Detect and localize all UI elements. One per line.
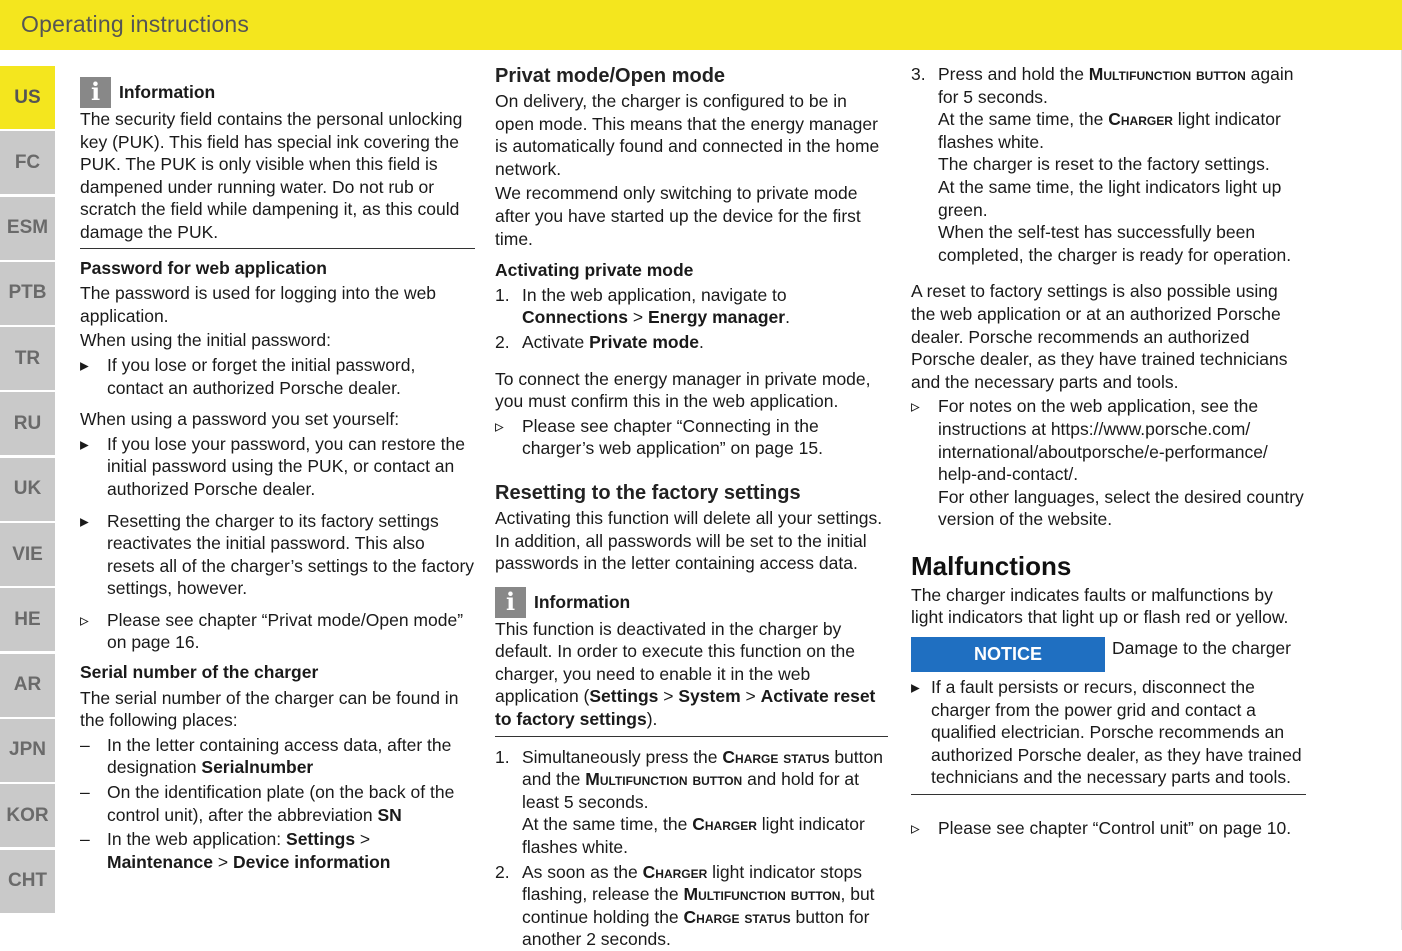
step-number: 2. — [495, 331, 510, 352]
list-item-text: In the letter containing access data, after the designation Serialnumber — [107, 734, 452, 778]
list-item — [80, 354, 475, 399]
tab-esm[interactable]: ESM — [0, 197, 55, 260]
notice-header — [911, 637, 1306, 672]
list-item — [80, 433, 475, 501]
step-number: 1. — [495, 284, 510, 305]
notice-item — [911, 676, 1306, 795]
step-text: Activate Private mode. — [522, 331, 704, 352]
info-label: Information — [119, 82, 216, 103]
list-item-text: If you lose or forget the initial password, contact an authorized Porsche dealer. — [107, 354, 416, 398]
password-text: The password is used for logging into the web application. — [80, 283, 437, 326]
chapter-reference — [495, 415, 888, 460]
info-header — [495, 587, 888, 618]
list-item-text: If you lose your password, you can restore the initial password using the PUK, or contact an authorized Porsche dealer. — [107, 433, 465, 499]
step-number: 3. — [911, 64, 926, 84]
tab-ru[interactable]: RU — [0, 392, 55, 455]
language-sidebar — [0, 66, 55, 915]
step-item — [495, 746, 888, 859]
step-text: In the web application, navigate to Connections > Energy manager. — [522, 284, 790, 328]
tab-tr[interactable]: TR — [0, 327, 55, 390]
info-text: The security field contains the personal unlocking key (PUK). This field has special ink covering the PUK. The PUK is only visible when this field is dampened under running water. Do not rub or scratch the field while dampening it, as this could damage the PUK. — [80, 108, 475, 249]
list-item — [80, 510, 475, 600]
dash-icon: – — [80, 734, 90, 755]
privat-mode-text-2: We recommend only switching to private mode after you have started up the device for the first time. — [495, 183, 861, 249]
step-text: Simultaneously press the Charge status button and the Multifunction button and hold for at least 5 seconds. At the same time, the Charger light indicator flashes white. — [522, 746, 883, 858]
chapter-reference — [911, 817, 1306, 840]
privat-mode-text-1: On delivery, the charger is configured to be in open mode. This means that the energy manager is automatically found and connected in the home network. — [495, 91, 880, 179]
chapter-reference — [80, 609, 475, 654]
reset-heading: Resetting to the factory settings — [495, 481, 801, 504]
reference-arrow-icon: ▹ — [911, 818, 920, 839]
reference-text[interactable]: Please see chapter “Privat mode/Open mode” on page 16. — [107, 609, 464, 653]
reset-text: Activating this function will delete all your settings. In addition, all passwords will be set to the initial passwords in the letter containing access data. — [495, 507, 883, 574]
info-label: Information — [534, 591, 631, 612]
chapter-reference — [911, 395, 1306, 531]
reference-text[interactable]: Please see chapter “Control unit” on page 10. — [938, 818, 1292, 839]
tab-fc[interactable]: FC — [0, 131, 55, 194]
serial-text: The serial number of the charger can be found in the following places: — [80, 687, 459, 731]
tab-he[interactable]: HE — [0, 588, 55, 651]
column-3 — [911, 63, 1306, 840]
tab-vie[interactable]: VIE — [0, 523, 55, 586]
column-1 — [80, 77, 475, 873]
header-bar — [0, 0, 1402, 50]
bullet-icon: ▸ — [80, 510, 89, 531]
privat-mode-heading: Privat mode/Open mode — [495, 65, 726, 87]
list-item-text: On the identification plate (on the back of the control unit), after the abbreviation SN — [107, 782, 455, 825]
password-own-text: When using a password you set yourself: — [80, 409, 400, 430]
bullet-icon: ▸ — [80, 433, 89, 454]
info-text: This function is deactivated in the charger by default. In order to execute this function on the charger, you need to enable it in the web application (Settings > System > Activate reset to factory settings). — [495, 618, 888, 737]
column-2 — [495, 63, 888, 951]
dealer-text: A reset to factory settings is also possible using the web application or at an authorized Porsche dealer. Porsche recommends an authorized Porsche dealer, as they have trained technicians and the necessary parts and tools. — [911, 281, 1288, 392]
tab-ar[interactable]: AR — [0, 654, 55, 717]
reference-arrow-icon: ▹ — [80, 609, 89, 630]
reference-arrow-icon: ▹ — [495, 415, 504, 436]
list-item-text: In the web application: Settings > Maintenance > Device information — [107, 829, 391, 872]
step-number: 2. — [495, 861, 510, 882]
information-icon: i — [80, 77, 111, 108]
malfunctions-text: The charger indicates faults or malfunctions by light indicators that light up or flash red or yellow. — [911, 584, 1289, 628]
reference-text[interactable]: For notes on the web application, see the instructions at https://www.porsche.com/ international/aboutporsche/e-performance/ help-and-contact/. For other languages, select the desired country version of the website. — [938, 396, 1304, 530]
step-item — [495, 284, 888, 329]
notice-badge: NOTICE — [911, 637, 1105, 672]
connect-text: To connect the energy manager in private mode, you must confirm this in the web application. — [495, 368, 871, 412]
bullet-icon: ▸ — [80, 354, 89, 375]
step-text: As soon as the Charger light indicator stops flashing, release the Multifunction button, but continue holding the Charge status button for another 2 seconds. — [522, 861, 875, 950]
tab-jpn[interactable]: JPN — [0, 719, 55, 782]
list-item — [80, 781, 475, 826]
tab-us[interactable]: US — [0, 66, 55, 129]
reference-text[interactable]: Please see chapter “Connecting in the charger’s web application” on page 15. — [522, 415, 823, 459]
password-initial-text: When using the initial password: — [80, 330, 331, 351]
step-text: Press and hold the Multifunction button again for 5 seconds. At the same time, the Charger light indicator flashes white. The charger is reset to the factory settings. At the same time, the light indicators light up green. When the self-test has successfully been completed, the charger is ready for operation. — [938, 64, 1294, 265]
list-item-text: Resetting the charger to its factory settings reactivates the initial password. This also resets all of the charger’s settings to the factory settings, however. — [107, 510, 475, 599]
step-number: 1. — [495, 746, 510, 767]
tab-uk[interactable]: UK — [0, 458, 55, 521]
info-header — [80, 77, 475, 108]
activate-heading: Activating private mode — [495, 260, 694, 281]
tab-kor[interactable]: KOR — [0, 784, 55, 847]
list-item — [80, 828, 475, 873]
tab-ptb[interactable]: PTB — [0, 262, 55, 325]
serial-heading: Serial number of the charger — [80, 662, 319, 683]
malfunctions-heading: Malfunctions — [911, 550, 1072, 581]
bullet-icon: ▸ — [911, 677, 920, 698]
page-title: Operating instructions — [21, 11, 250, 37]
notice-text: If a fault persists or recurs, disconnect the charger from the power grid and contact a qualified electrician. Porsche recommends an authorized Porsche dealer, as they have trained technicians and the necessary parts and tools. — [931, 677, 1302, 788]
tab-cht[interactable]: CHT — [0, 850, 55, 913]
step-item — [495, 861, 888, 951]
password-heading: Password for web application — [80, 257, 327, 278]
step-item — [911, 63, 1306, 266]
step-item — [495, 331, 888, 354]
dash-icon: – — [80, 829, 90, 850]
information-icon: i — [495, 587, 526, 618]
list-item — [80, 734, 475, 779]
reference-arrow-icon: ▹ — [911, 396, 920, 417]
dash-icon: – — [80, 782, 90, 803]
notice-title: Damage to the charger — [1112, 638, 1291, 659]
